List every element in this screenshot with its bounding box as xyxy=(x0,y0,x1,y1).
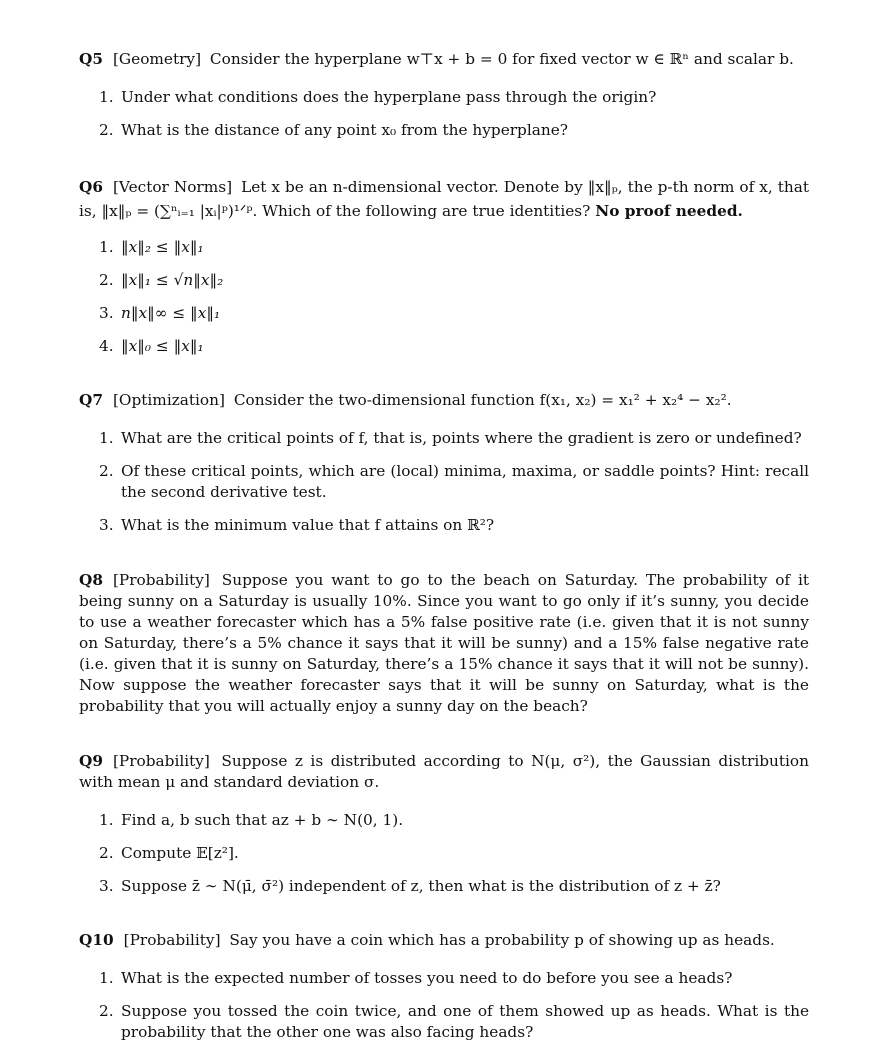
item-text: Find a, b such that az + b ∼ N(0, 1). xyxy=(121,811,404,829)
question-number: Q7 xyxy=(79,391,103,409)
item-number: 3. xyxy=(99,516,114,534)
item-text: What are the critical points of f, that is, points where the gradient is zero or undefined? xyxy=(121,429,802,447)
question-q6 xyxy=(79,175,809,357)
item-text: Of these critical points, which are (local) minima, maxima, or saddle points? Hint: recall the second derivative test. xyxy=(121,462,809,501)
item-number: 1. xyxy=(99,811,114,829)
question-number: Q6 xyxy=(79,178,103,196)
item-text: Suppose you tossed the coin twice, and one of them showed up as heads. What is the probability that the other one was also facing heads? xyxy=(121,1002,809,1041)
question-items xyxy=(79,810,809,897)
question-q5 xyxy=(79,49,809,141)
question-q8 xyxy=(79,570,809,717)
list-item xyxy=(79,428,809,449)
question-number: Q10 xyxy=(79,931,114,949)
question-intro xyxy=(79,49,809,70)
question-intro xyxy=(79,751,809,793)
item-number: 2. xyxy=(99,462,114,480)
item-number: 2. xyxy=(99,121,114,139)
item-text: Compute 𝔼[z²]. xyxy=(121,844,239,862)
item-number: 1. xyxy=(99,969,114,987)
question-q7 xyxy=(79,390,809,536)
item-number: 3. xyxy=(99,877,114,895)
question-text: Suppose z is distributed according to N(μ, σ²), the Gaussian distribution with mean μ and standard deviation σ. xyxy=(79,752,809,791)
question-text: Consider the two-dimensional function f(x₁, x₂) = x₁² + x₂⁴ − x₂². xyxy=(233,391,732,409)
question-intro xyxy=(79,390,809,411)
item-number: 1. xyxy=(99,429,114,447)
item-text: What is the distance of any point x₀ from the hyperplane? xyxy=(121,121,568,139)
item-text: Under what conditions does the hyperplane pass through the origin? xyxy=(121,88,657,106)
list-item xyxy=(79,1001,809,1043)
question-q9 xyxy=(79,751,809,897)
question-category: [Probability] xyxy=(112,752,210,770)
question-text: Say you have a coin which has a probability p of showing up as heads. xyxy=(229,931,775,949)
question-items xyxy=(79,968,809,1043)
question-intro xyxy=(79,175,809,223)
list-item xyxy=(79,843,809,864)
list-item xyxy=(79,87,809,108)
item-text: n‖x‖∞ ≤ ‖x‖₁ xyxy=(121,304,221,322)
question-number: Q8 xyxy=(79,571,103,589)
item-text: Suppose z̄ ∼ N(μ̄, σ̄²) independent of z, then what is the distribution of z + z̄? xyxy=(121,877,721,895)
list-item xyxy=(79,876,809,897)
item-text: ‖x‖₀ ≤ ‖x‖₁ xyxy=(121,337,204,355)
question-q10 xyxy=(79,930,809,1043)
list-item xyxy=(79,270,809,291)
item-number: 1. xyxy=(99,88,114,106)
list-item xyxy=(79,237,809,258)
question-items xyxy=(79,428,809,536)
question-category: [Optimization] xyxy=(112,391,225,409)
question-text: Consider the hyperplane w⊤x + b = 0 for fixed vector w ∈ ℝⁿ and scalar b. xyxy=(209,50,794,68)
item-text: What is the minimum value that f attains on ℝ²? xyxy=(121,516,495,534)
list-item xyxy=(79,303,809,324)
item-number: 1. xyxy=(99,238,114,256)
question-items xyxy=(79,87,809,141)
question-text: Let x be an n-dimensional vector. Denote by ‖x‖ₚ, the p-th norm of x, that is, ‖x‖ₚ = (∑ⁿᵢ₌₁ |xᵢ|ᵖ)¹ᐟᵖ. Which of the following are true identities? xyxy=(79,178,809,220)
question-category: [Probability] xyxy=(123,931,221,949)
question-text: Suppose you want to go to the beach on Saturday. The probability of it being sunny on a Saturday is usually 10%. Since you want to go only if it’s sunny, you decide to use a weather forecaster which has a 5% false positive rate (i.e. given that it is not sunny on Saturday, there’s a 5% chance it says that it will be sunny) and a 15% false negative rate (i.e. given that it is sunny on Saturday, there’s a 15% chance it says that it will not be sunny). Now suppose the weather forecaster says that it will be sunny on Saturday, what is the probability that you will actually enjoy a sunny day on the beach? xyxy=(79,571,809,715)
item-number: 2. xyxy=(99,1002,114,1020)
question-category: [Vector Norms] xyxy=(112,178,233,196)
list-item xyxy=(79,120,809,141)
question-number: Q9 xyxy=(79,752,103,770)
list-item xyxy=(79,810,809,831)
item-number: 3. xyxy=(99,304,114,322)
list-item xyxy=(79,461,809,503)
question-emphasis: No proof needed. xyxy=(595,202,743,220)
question-category: [Probability] xyxy=(112,571,210,589)
item-text: ‖x‖₁ ≤ √n‖x‖₂ xyxy=(121,271,224,289)
question-items xyxy=(79,237,809,357)
list-item xyxy=(79,968,809,989)
item-number: 2. xyxy=(99,271,114,289)
list-item xyxy=(79,336,809,357)
item-number: 4. xyxy=(99,337,114,355)
question-intro xyxy=(79,930,809,951)
item-number: 2. xyxy=(99,844,114,862)
list-item xyxy=(79,515,809,536)
question-number: Q5 xyxy=(79,50,103,68)
item-text: ‖x‖₂ ≤ ‖x‖₁ xyxy=(121,238,204,256)
question-category: [Geometry] xyxy=(112,50,202,68)
item-text: What is the expected number of tosses you need to do before you see a heads? xyxy=(121,969,733,987)
question-intro xyxy=(79,570,809,717)
